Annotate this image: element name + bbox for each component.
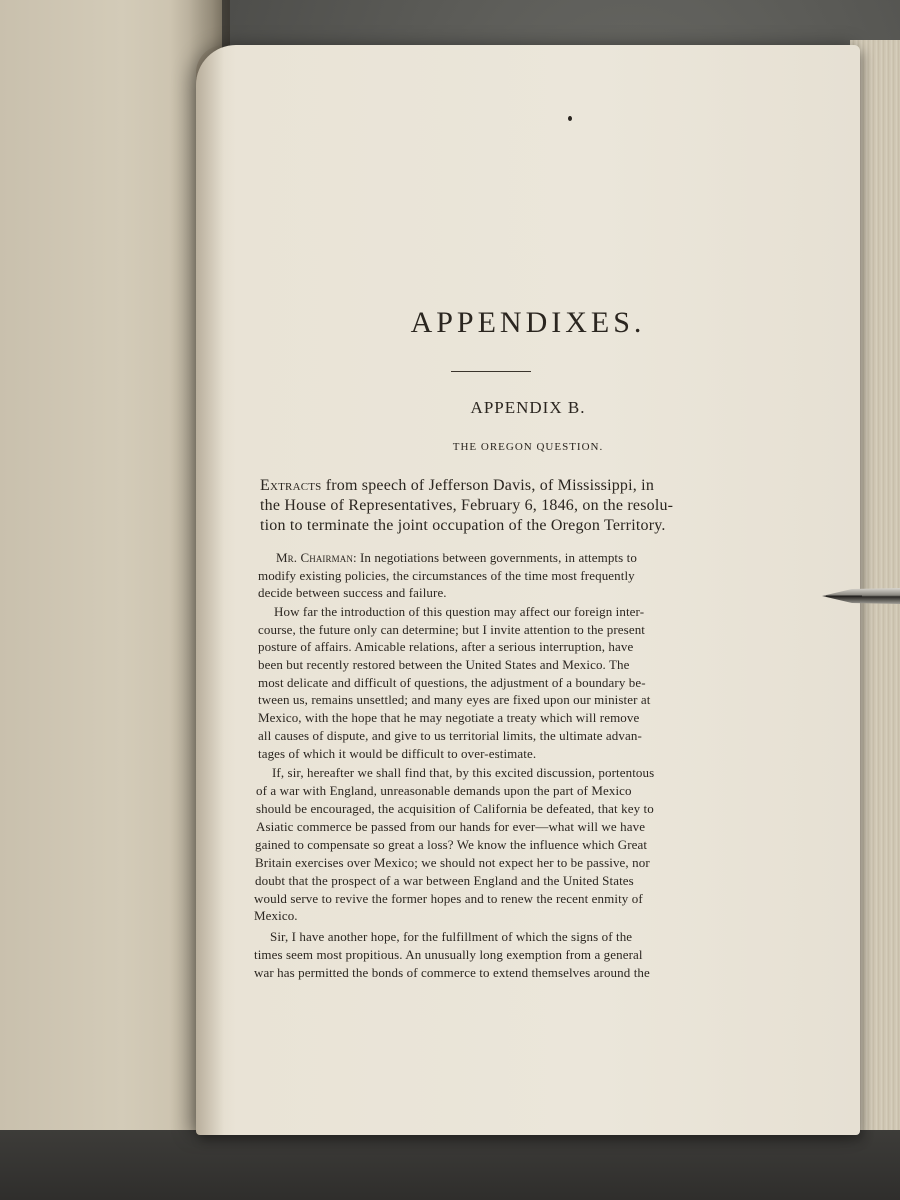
- speech-line: course, the future only can determine; but I invite attention to the present: [258, 622, 646, 637]
- page-title: APPENDIXES.: [410, 306, 646, 339]
- speech-line: Mexico.: [254, 908, 298, 923]
- intro-line: [260, 477, 654, 495]
- speech-line: doubt that the prospect of a war between England and the United States: [255, 873, 634, 888]
- intro-line-rest: from speech of Jefferson Davis, of Mississippi, in: [321, 477, 655, 494]
- speech-line: most delicate and difficult of questions, the adjustment of a boundary be-: [258, 675, 646, 690]
- page-gutter-shade: [196, 45, 224, 1135]
- speech-line: If, sir, hereafter we shall find that, by this excited discussion, portentous: [272, 765, 655, 780]
- pen-nib-icon: [822, 586, 900, 606]
- section-subheading: THE OREGON QUESTION.: [452, 441, 604, 453]
- intro-line: the House of Representatives, February 6, 1846, on the resolu-: [260, 497, 674, 514]
- speech-line: of a war with England, unreasonable demands upon the part of Mexico: [256, 783, 632, 798]
- intro-line: tion to terminate the joint occupation of the Oregon Territory.: [260, 517, 666, 534]
- appendix-heading: APPENDIX B.: [470, 398, 586, 417]
- speech-line: posture of affairs. Amicable relations, after a serious interruption, have: [258, 639, 634, 654]
- speech-line: gained to compensate so great a loss? We know the influence which Great: [255, 837, 648, 852]
- speech-line: Mexico, with the hope that he may negotiate a treaty which will remove: [258, 710, 640, 725]
- speech-line: modify existing policies, the circumstances of the time most frequently: [258, 568, 635, 583]
- speech-line: tages of which it would be difficult to over-estimate.: [258, 746, 537, 761]
- speech-line: times seem most propitious. An unusually long exemption from a general: [254, 947, 643, 962]
- speech-line: should be encouraged, the acquisition of California be defeated, that key to: [256, 801, 654, 816]
- intro-lead-word: Extracts: [260, 477, 322, 494]
- speech-line: Sir, I have another hope, for the fulfillment of which the signs of the: [270, 929, 633, 944]
- table-surface: [0, 1130, 900, 1200]
- speech-line: Britain exercises over Mexico; we should not expect her to be passive, nor: [255, 855, 650, 870]
- speech-line: [276, 550, 637, 566]
- speech-line: tween us, remains unsettled; and many eyes are fixed upon our minister at: [258, 692, 651, 707]
- speech-line: war has permitted the bonds of commerce to extend themselves around the: [254, 965, 650, 980]
- speech-line: decide between success and failure.: [258, 585, 447, 600]
- speech-line: all causes of dispute, and give to us territorial limits, the ultimate advan-: [258, 728, 642, 743]
- speech-line: How far the introduction of this question may affect our foreign inter-: [274, 604, 645, 619]
- ink-speck: [568, 116, 572, 121]
- speech-line: Asiatic commerce be passed from our hands for ever—what will we have: [256, 819, 646, 834]
- speech-line: would serve to revive the former hopes and to renew the recent enmity of: [254, 891, 643, 906]
- speech-line: been but recently restored between the United States and Mexico. The: [258, 657, 630, 672]
- speech-line-rest: : In negotiations between governments, in attempts to: [352, 550, 637, 565]
- title-rule: [451, 371, 531, 372]
- speech-salutation: Mr. Chairman: [276, 550, 353, 565]
